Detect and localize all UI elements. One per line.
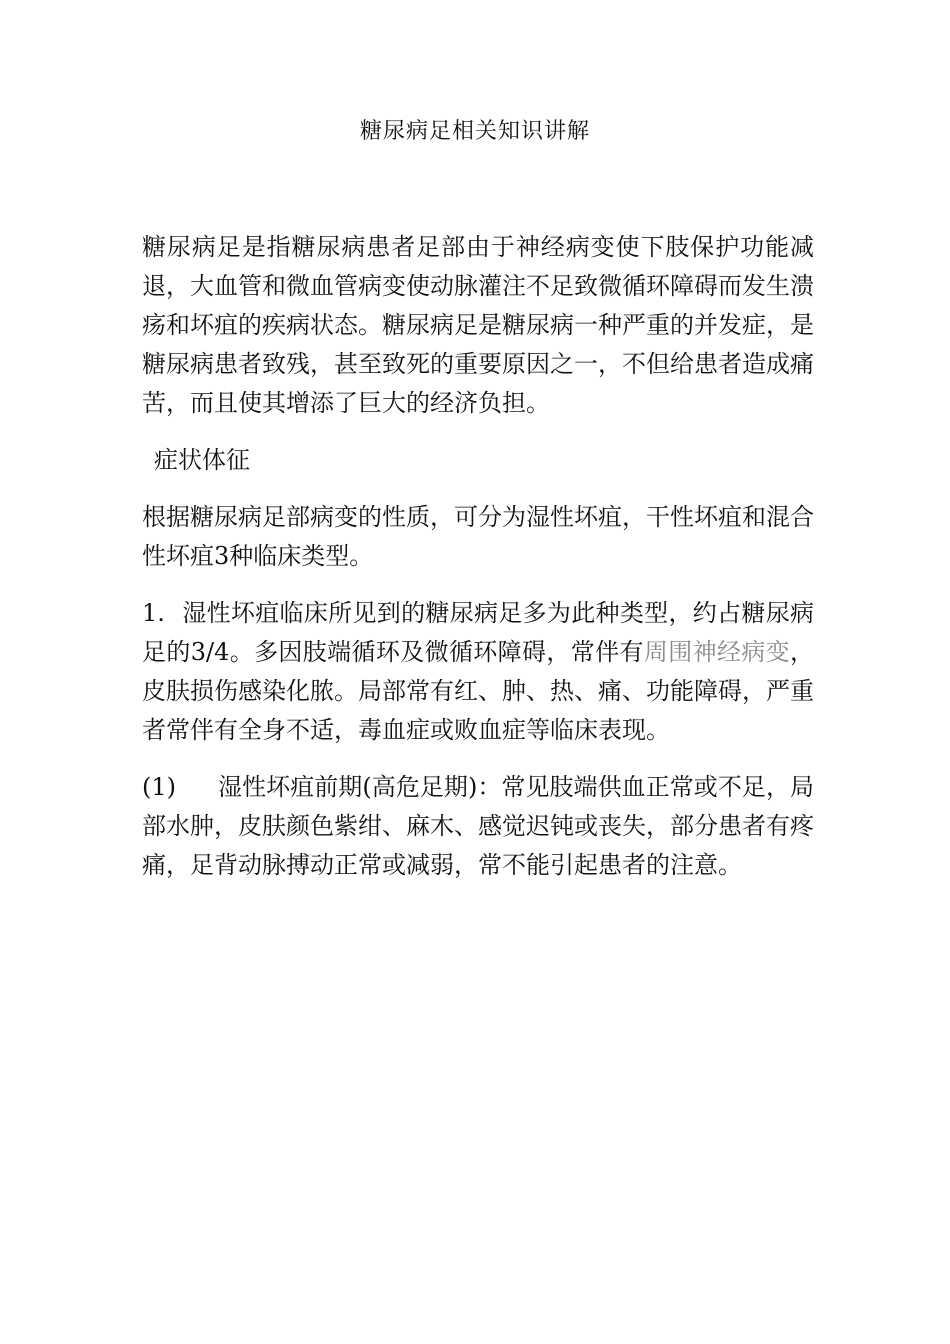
classification-paragraph: 根据糖尿病足部病变的性质，可分为湿性坏疽，干性坏疽和混合性坏疽3种临床类型。 — [142, 503, 814, 570]
sub-list-item-number: (1) — [142, 773, 176, 801]
list-item-number: 1. — [142, 599, 165, 627]
peripheral-neuropathy-link[interactable]: 周围神经病变 — [643, 638, 791, 666]
sub-list-item-text: 湿性坏疽前期(高危足期)：常见肢端供血正常或不足，局部水肿，皮肤颜色紫绀、麻木、感觉迟钝或丧失，部分患者有疼痛，足背动脉搏动正常或减弱，常不能引起患者的注意。 — [142, 773, 814, 879]
document-body — [142, 228, 814, 903]
section-heading-symptoms: 症状体征 — [154, 446, 250, 474]
list-item-text-continued: ，皮肤损伤感染化脓。局部常有红、肿、热、痛、功能障碍，严重者常伴有全身不适，毒血症或败血症等临床表现。 — [142, 638, 815, 744]
list-item-text: 湿性坏疽临床所见到的糖尿病足多为此种类型，约占糖尿病足的3/4。多因肢端循环及微循环障碍，常伴有 — [142, 599, 814, 666]
sub-list-item-pre-wet-gangrene — [142, 768, 814, 885]
document-title: 糖尿病足相关知识讲解 — [359, 119, 590, 144]
list-item-wet-gangrene — [142, 594, 814, 750]
intro-paragraph: 糖尿病足是指糖尿病患者足部由于神经病变使下肢保护功能减退，大血管和微血管病变使动脉灌注不足致微循环障碍而发生溃疡和坏疽的疾病状态。糖尿病足是糖尿病一种严重的并发症，是糖尿病患者致残，甚至致死的重要原因之一，不但给患者造成痛苦，而且使其增添了巨大的经济负担。 — [142, 233, 814, 417]
